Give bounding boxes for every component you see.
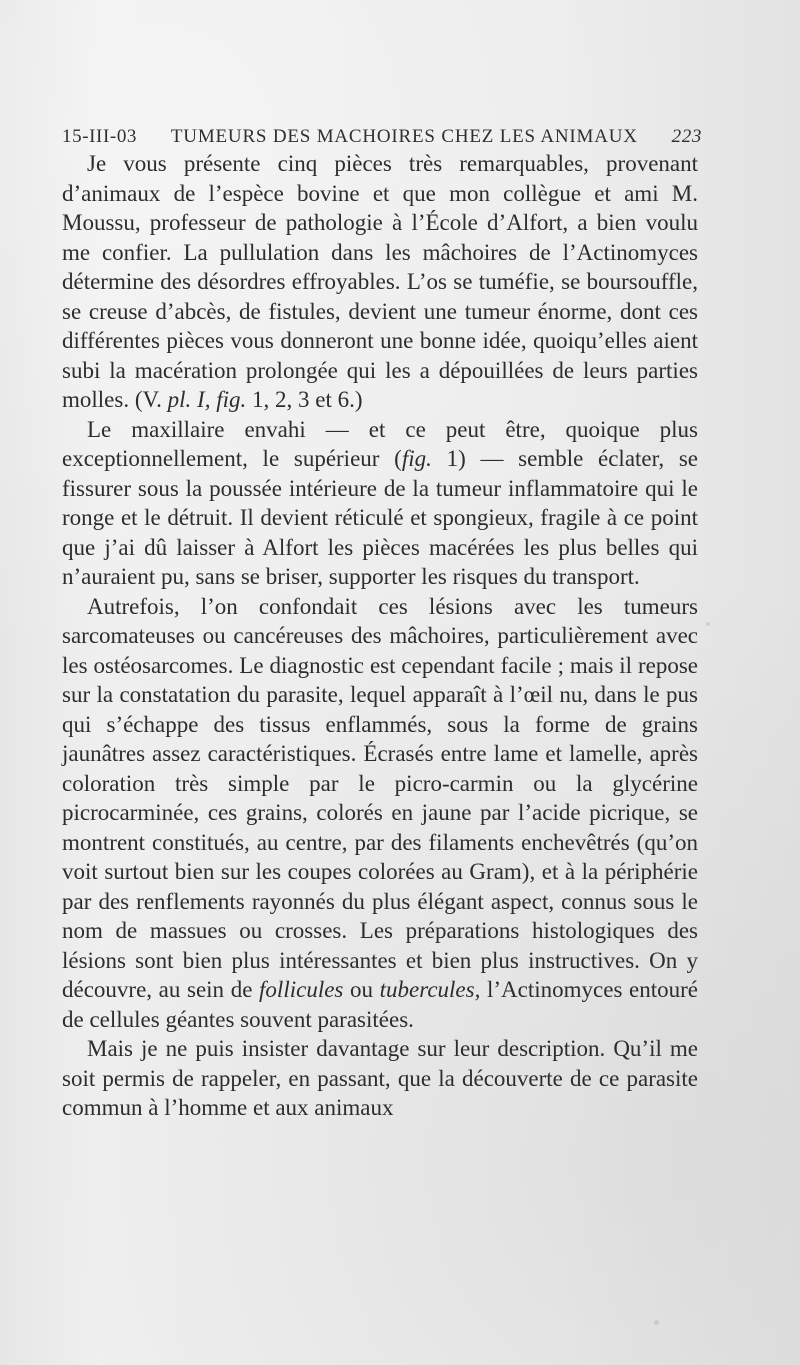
italic-term: tubercules,	[379, 977, 481, 1002]
paragraph	[62, 592, 698, 1035]
paragraph-text: Autrefois, l’on confondait ces lésions avec les tumeurs sarcomateuses ou cancéreuses des mâchoires, particulièrement avec les ostéosarcomes. Le diagnostic est cependant facile ; mais il repose sur la constatation du parasite, lequel apparaît à l’œil nu, dans le pus qui s’échappe des tissus enflammés, sous la forme de grains jaunâtres assez caractéristiques. Écrasés entre lame et lamelle, après coloration très simple par le picro-carmin ou la glycérine picrocarminée, ces grains, colorés en jaune par l’acide picrique, se montrent constitués, au centre, par des filaments enchevêtrés (qu’on voit surtout bien sur les coupes colorées au Gram), et à la périphérie par des renflements rayonnés du plus élégant aspect, connus sous le nom de massues ou crosses. Les préparations histologiques des lésions sont bien plus intéressantes et bien plus instructives. On y découvre, au sein de	[62, 593, 698, 1002]
paper-spot	[654, 1320, 659, 1325]
paragraph	[62, 1034, 698, 1123]
figure-reference: fig.	[401, 446, 432, 471]
figure-reference: pl. I, fig.	[167, 387, 247, 412]
paragraph-text: 1) — semble éclater, se fissurer sous la poussée intérieure de la tumeur inflammatoire qui le ronge et le détruit. Il devient réticulé et spongieux, fragile à ce point que j’ai dû laisser à Alfort les pièces macérées les plus belles qui n’auraient pu, sans se briser, supporter les risques du transport.	[62, 446, 698, 589]
paragraph-text: Mais je ne puis insister davantage sur leur description. Qu’il me soit permis de rappeler, en passant, que la découverte de ce parasite commun à l’homme et aux animaux	[62, 1036, 698, 1120]
paragraph	[62, 149, 698, 415]
paragraph-text: l’Actinomyces entouré de cellules géantes souvent parasitées.	[62, 977, 698, 1032]
page-number: 223	[671, 126, 702, 147]
paragraph-text: Je vous présente cinq pièces très remarquables, provenant d’animaux de l’espèce bovine et que mon collègue et ami M. Moussu, professeur de pathologie à l’École d’Alfort, a bien voulu me confier. La pullulation dans les mâchoires de l’Actinomyces détermine des désordres effroyables. L’os se tuméfie, se boursouffle, se creuse d’abcès, de fistules, devient une tumeur énorme, dont ces différentes pièces vous donneront une bonne idée, quoiqu’elles aient subi la macération prolongée qui les a dépouillées de leurs parties molles. (V.	[62, 151, 698, 412]
paragraph-text: 1, 2, 3 et 6.)	[246, 387, 363, 412]
running-header	[62, 126, 702, 148]
italic-term: follicules	[259, 977, 344, 1002]
body-text	[62, 149, 698, 1123]
running-title: TUMEURS DES MACHOIRES CHEZ LES ANIMAUX	[170, 126, 638, 147]
paragraph-text: ou	[343, 977, 380, 1002]
paragraph	[62, 415, 698, 592]
header-date: 15-III-03	[62, 126, 138, 147]
paragraph-text: Le maxillaire envahi — et ce peut être, quoique plus exceptionnellement, le supérieur (	[62, 416, 698, 471]
paper-spot	[680, 430, 686, 436]
paper-spot	[706, 622, 710, 626]
